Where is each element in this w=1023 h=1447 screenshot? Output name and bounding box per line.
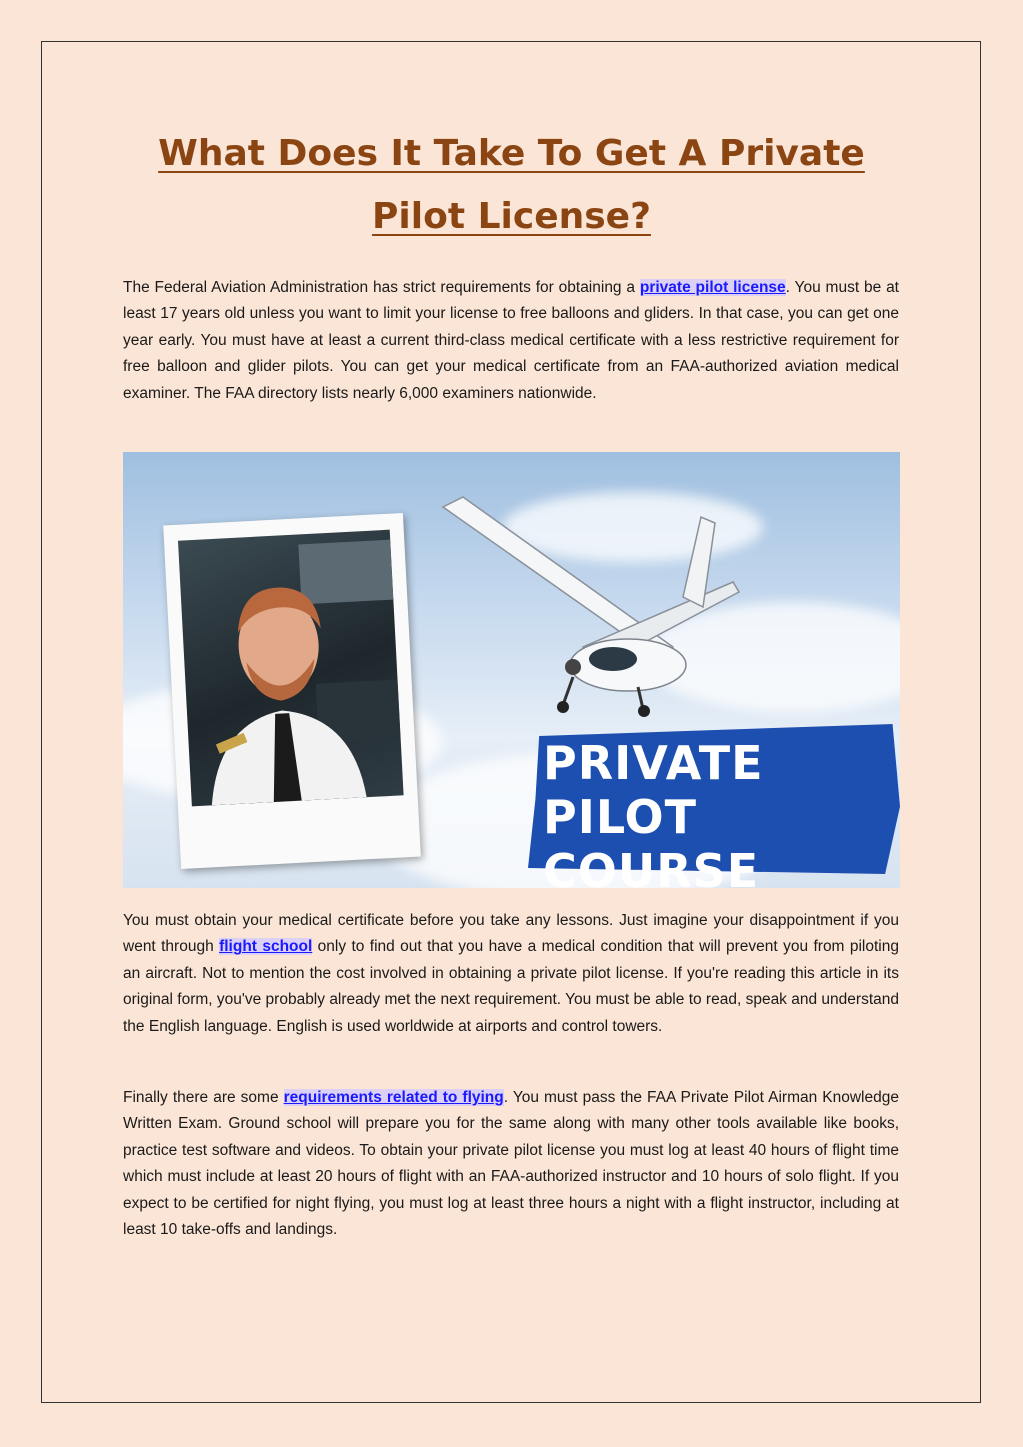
pilot-photo	[178, 530, 404, 807]
course-banner-text	[543, 736, 900, 888]
paragraph-text: . You must pass the FAA Private Pilot Airman Knowledge Written Exam. Ground school will prepare you for the same along with many other tools available like books, practice test software and videos. To obtain your private pilot license you must log at least 40 hours of flight time which must include at least 20 hours of flight with an FAA-authorized instructor and 10 hours of solo flight. If you expect to be certified for night flying, you must log at least three hours a night with a flight instructor, including at least 10 take-offs and landings.	[123, 1089, 899, 1239]
airplane-icon	[423, 487, 753, 717]
title-line-2: Pilot License?	[372, 196, 651, 237]
banner-line-1: PRIVATE	[543, 736, 764, 790]
paragraph-text: . You must be at least 17 years old unless you want to limit your license to free balloons and gliders. In that case, you can get one year early. You must have at least a current third-class medical certificate with a less restrictive requirement for free balloon and glider pilots. You can get your medical certificate from an FAA-authorized aviation medical examiner. The FAA directory lists nearly 6,000 examiners nationwide.	[123, 279, 899, 402]
paragraph-medical	[123, 908, 899, 1040]
paragraph-text: The Federal Aviation Administration has strict requirements for obtaining a	[123, 279, 640, 296]
paragraph-text: Finally there are some	[123, 1089, 284, 1106]
pilot-portrait-icon	[178, 530, 404, 807]
title-line-1: What Does It Take To Get A Private	[158, 133, 865, 174]
paragraph-intro	[123, 275, 899, 407]
page-title	[100, 122, 923, 248]
banner-line-2: PILOT COURSE	[543, 790, 760, 888]
requirements-link[interactable]: requirements related to flying	[283, 1089, 504, 1106]
private-pilot-license-link[interactable]: private pilot license	[639, 279, 786, 296]
hero-image	[123, 452, 900, 888]
paragraph-text: You must obtain your medical certificate before you take any lessons. Just imagine your disappointment if you went through	[123, 912, 899, 956]
pilot-photo-frame	[163, 513, 421, 869]
paragraph-text: only to find out that you have a medical condition that will prevent you from piloting an aircraft. Not to mention the cost involved in obtaining a private pilot license. If you're reading this article in its original form, you've probably already met the next requirement. You must be able to read, speak and understand the English language. English is used worldwide at airports and control towers.	[123, 938, 899, 1035]
paragraph-requirements	[123, 1085, 899, 1243]
flight-school-link[interactable]: flight school	[219, 938, 313, 956]
